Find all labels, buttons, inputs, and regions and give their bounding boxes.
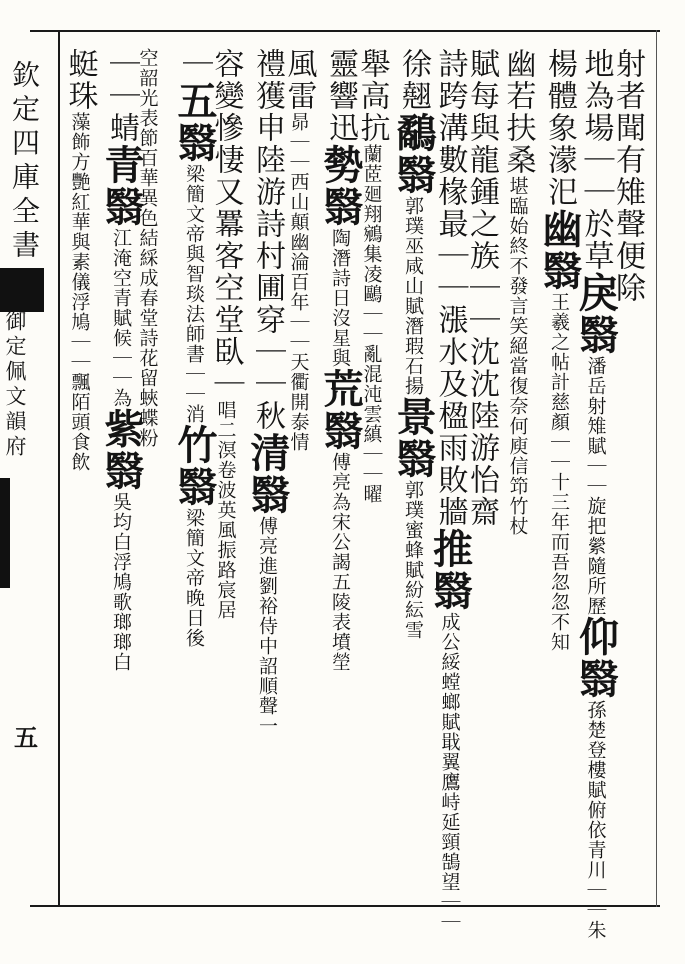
headword: 五翳: [171, 80, 218, 164]
body-text: 楊體象濛汜: [542, 48, 577, 208]
body-text: 靈響迅: [323, 48, 358, 144]
gutter-fish-tail-mark: [0, 268, 44, 312]
headword: 仰翳: [572, 616, 620, 700]
body-text: 風雷: [281, 48, 317, 112]
body-text: ｜｜蜻: [104, 48, 139, 144]
annotation-text: 梁簡文帝與智琰法師書｜｜消: [183, 164, 205, 424]
annotation-text: 蘭茝廻翔鵷集凌鷗｜｜: [360, 144, 383, 344]
body-text: 禮獲申陸游詩村圃穿｜｜秋: [250, 48, 285, 432]
annotation-text: 吳均白浮鳩歌瑯瑯白: [110, 492, 132, 672]
headword: 推翳: [426, 528, 474, 612]
page-gutter: [0, 0, 58, 964]
annotation-text: 孫楚登樓賦俯依青川｜｜朱: [584, 700, 607, 940]
annotation-text: 昴｜｜西山顛: [287, 112, 310, 232]
text-column-5: [464, 48, 499, 528]
annotation-text: 潘岳射雉賦｜｜旋把縈隨所歷: [584, 356, 607, 616]
headword: 景翳: [390, 396, 437, 480]
gutter-bar-mark: [0, 478, 10, 588]
page-number: 五: [14, 723, 38, 752]
headword: 紫翳: [98, 408, 145, 492]
annotation-text: 梁簡文帝晚日後: [183, 508, 205, 648]
body-text: 徐翹: [396, 48, 431, 112]
text-column-13: [171, 48, 218, 648]
headword: 幽翳: [536, 208, 583, 292]
headword: 竹翳: [171, 424, 218, 508]
headword: 鷸翳: [390, 112, 437, 196]
annotation-text: 唱二溟卷波英風振路宸居: [214, 400, 237, 620]
headword: 勢翳: [317, 144, 364, 228]
annotation-text: 幽淪百年｜｜天衢開泰情: [287, 232, 310, 452]
body-text: 射者聞有雉聲便除: [610, 48, 645, 304]
annotation-text: 空韶光表節百華異色結綵成春: [136, 48, 159, 308]
headword: 荒翳: [317, 368, 364, 452]
headword: 清翳: [244, 432, 291, 516]
body-text: ｜: [177, 48, 212, 80]
book-title: 欽定四庫全書: [8, 60, 41, 264]
annotation-text: 成公綏螳螂賦戢翼鷹峙延頸鵠望｜｜: [438, 612, 461, 932]
annotation-text: 浮鳩｜｜飄陌頭食飲: [68, 292, 91, 472]
annotation-text: 亂混沌雲縝｜｜曜: [360, 344, 383, 504]
annotation-text: 傅亮進劉裕侍中詔順聲一: [256, 516, 278, 736]
annotation-text: 傅亮為宋公謁五陵表墳塋: [329, 452, 351, 672]
text-column-1: [610, 48, 645, 304]
annotation-text: 陶潛詩日沒星與: [329, 228, 351, 368]
body-text: 地為場｜｜於草: [578, 48, 614, 272]
annotation-text: 江淹空青賦候｜｜為: [110, 228, 132, 408]
text-column-11: [244, 48, 291, 736]
frame-top-line: [30, 30, 660, 32]
text-column-3: [536, 48, 583, 652]
body-text: 舉高抗: [354, 48, 390, 144]
body-text: 詩跨溝數椽最｜｜漲水及楹雨敗牆: [432, 48, 468, 528]
text-column-4: [500, 48, 536, 536]
text-column-16: [62, 48, 98, 472]
text-column-7: [390, 48, 437, 640]
body-text: 容變慘悽又羃客空堂臥｜: [208, 48, 244, 400]
frame-bottom-line: [30, 905, 660, 907]
frame-gutter-line: [58, 30, 60, 907]
annotation-text: 堂詩花留蛺蝶粉: [136, 308, 159, 448]
body-text: 蜓珠: [62, 48, 98, 112]
annotation-text: 藻飾方艷紅華與素儀: [68, 112, 91, 292]
annotation-text: 王羲之帖計慈顏｜｜十三年而吾忽忽不知: [548, 292, 570, 652]
annotation-text: 郭璞蜜蜂賦紛紜雪: [402, 480, 424, 640]
headword: 戾翳: [572, 272, 620, 356]
frame-right-line: [656, 30, 657, 907]
headword: 青翳: [98, 144, 145, 228]
annotation-text: 堪臨始終不發言笑絕當復奈何庾信笻竹杖: [506, 176, 529, 536]
text-column-15: [98, 48, 145, 672]
body-text: 幽若扶桑: [500, 48, 536, 176]
text-column-10: [281, 48, 317, 452]
annotation-text: 郭璞巫咸山賦潛瑕石揚: [402, 196, 424, 396]
text-column-9: [317, 48, 364, 672]
book-subtitle: 御定佩文韻府: [3, 310, 27, 460]
body-text: 賦每與龍鍾之族｜｜沈沈陸游怡齋: [464, 48, 499, 528]
text-column-2: [572, 48, 620, 940]
